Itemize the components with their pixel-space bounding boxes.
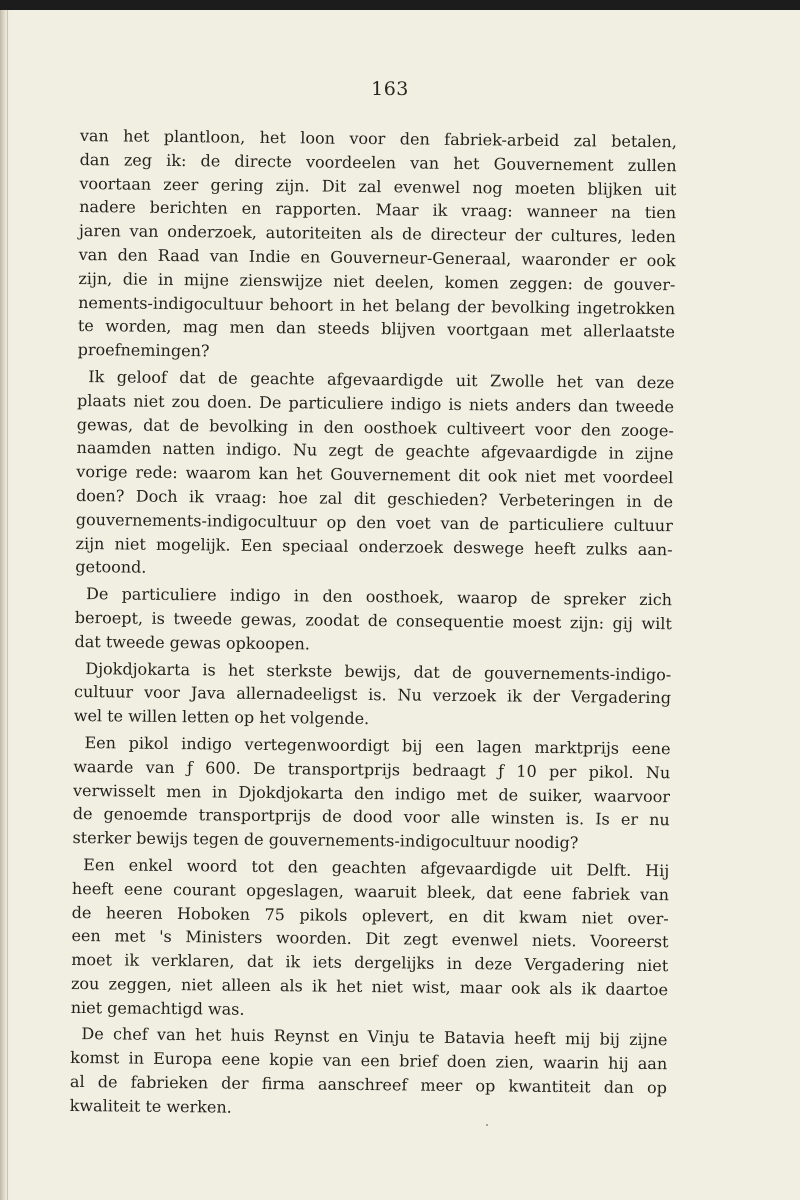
text-line: wel te willen letten op het volgende. [73,706,370,729]
scan-top-border [0,0,800,10]
paragraph [75,365,674,585]
text-line: waarde van ƒ 600. De transportprijs bedraagt ƒ 10 per pikol. Nu [73,756,671,782]
text-line: proefnemingen? [77,340,210,361]
text-line: voortaan zeer gering zijn. Dit zal evenwel nog moeten blijken uit [79,173,677,199]
paper-speck [486,1124,488,1126]
text-line: jaren van onderzoek, autoriteiten als de directeur der cultures, leden [78,221,676,247]
text-line: gouvernements-indigocultuur op den voet van de particuliere cultuur [75,509,673,535]
text-line: De particuliere indigo in den oosthoek, waarop de spreker zich [85,584,673,610]
text-line: te worden, mag men dan steeds blijven voortgaan met allerlaatste [77,316,675,342]
text-line: Ik geloof dat de geachte afgevaardigde uit Zwolle het van deze [88,367,675,393]
text-line: de heeren Hoboken 75 pikols oplevert, en dit kwam niet over- [71,902,669,928]
paragraph [74,582,672,660]
text-line: doen? Doch ik vraag: hoe zal dit geschieden? Verbeteringen in de [76,485,674,512]
text-line: heeft eene courant opgeslagen, waaruit bleek, dat eene fabriek van [71,878,670,904]
text-line: beroept, is tweede gewas, zoodat de consequentie moest zijn: gij wilt [74,607,672,634]
text-line: verwisselt men in Djokdjokarta den indigo met de suiker, waarvoor [72,780,671,806]
book-page [0,10,800,1200]
body-text [70,124,677,1124]
text-line: zou zeggen, niet alleen als ik het niet wist, maar ook als ik daartoe [70,973,669,1000]
text-line: gewas, dat de bevolking in den oosthoek cultiveert voor den zooge- [76,414,674,440]
paragraph [78,124,677,368]
text-line: zijn, die in mijne zienswijze niet deelen, komen zeggen: de gouver- [78,268,676,295]
text-line: komst in Europa eene kopie van een brief doen zien, waarin hij aan [70,1048,668,1074]
paragraph [70,1022,668,1123]
text-line: dat tweede gewas opkoopen. [74,631,311,654]
paragraph [71,853,670,1026]
text-line: getoond. [75,557,147,578]
text-line: al de fabrieken der firma aanschreef meer op kwantiteit dan op [69,1072,668,1098]
text-line: dan zeg ik: de directe voordeelen van het Gouvernement zullen [79,149,677,176]
text-line: vorige rede: waarom kan het Gouvernement dit ook niet met voordeel [76,462,674,488]
text-line: plaats niet zou doen. De particuliere indigo is niets anders dan tweede [77,390,675,417]
page-number: 163 [371,78,409,100]
paragraph [72,731,670,856]
text-line: Djokdjokarta is het sterkste bewijs, dat de gouvernements-indigo- [85,658,672,684]
text-line: cultuur voor Java allernadeeligst is. Nu verzoek ik der Vergadering [73,682,672,708]
text-line: Een pikol indigo vertegenwoordigt bij een lagen marktprijs eene [84,733,671,759]
text-line: naamden natten indigo. Nu zegt de geachte afgevaardigde in zijne [76,438,674,464]
text-line: van het plantloon, het loon voor den fabriek-arbeid zal betalen, [79,125,677,152]
text-line: nadere berichten en rapporten. Maar ik vraag: wanneer na tien [79,197,677,223]
paragraph [74,657,672,735]
text-line: zijn niet mogelijk. Een speciaal onderzoek deswege heeft zulks aan- [75,533,673,559]
text-line: een met 's Ministers woorden. Dit zegt evenwel niets. Vooreerst [71,926,669,952]
text-line: moet ik verklaren, dat ik iets dergelijks in deze Vergadering niet [71,950,669,976]
text-line: van den Raad van Indie en Gouverneur-Generaal, waaronder er ook [78,244,676,271]
text-line: niet gemachtigd was. [70,997,245,1019]
text-line: Een enkel woord tot den geachten afgevaardigde uit Delft. Hij [83,854,670,881]
text-line: de genoemde transportprijs de dood voor alle winsten is. Is er nu [72,804,670,830]
text-line: De chef van het huis Reynst en Vinju te Batavia heeft mij bij zijne [81,1024,668,1050]
page-edge-line [7,10,8,1200]
text-line: sterker bewijs tegen de gouvernements-indigocultuur noodig? [72,828,579,853]
text-line: kwaliteit te werken. [69,1095,232,1117]
text-line: nements-indigocultuur behoort in het belang der bevolking ingetrokken [78,292,676,318]
